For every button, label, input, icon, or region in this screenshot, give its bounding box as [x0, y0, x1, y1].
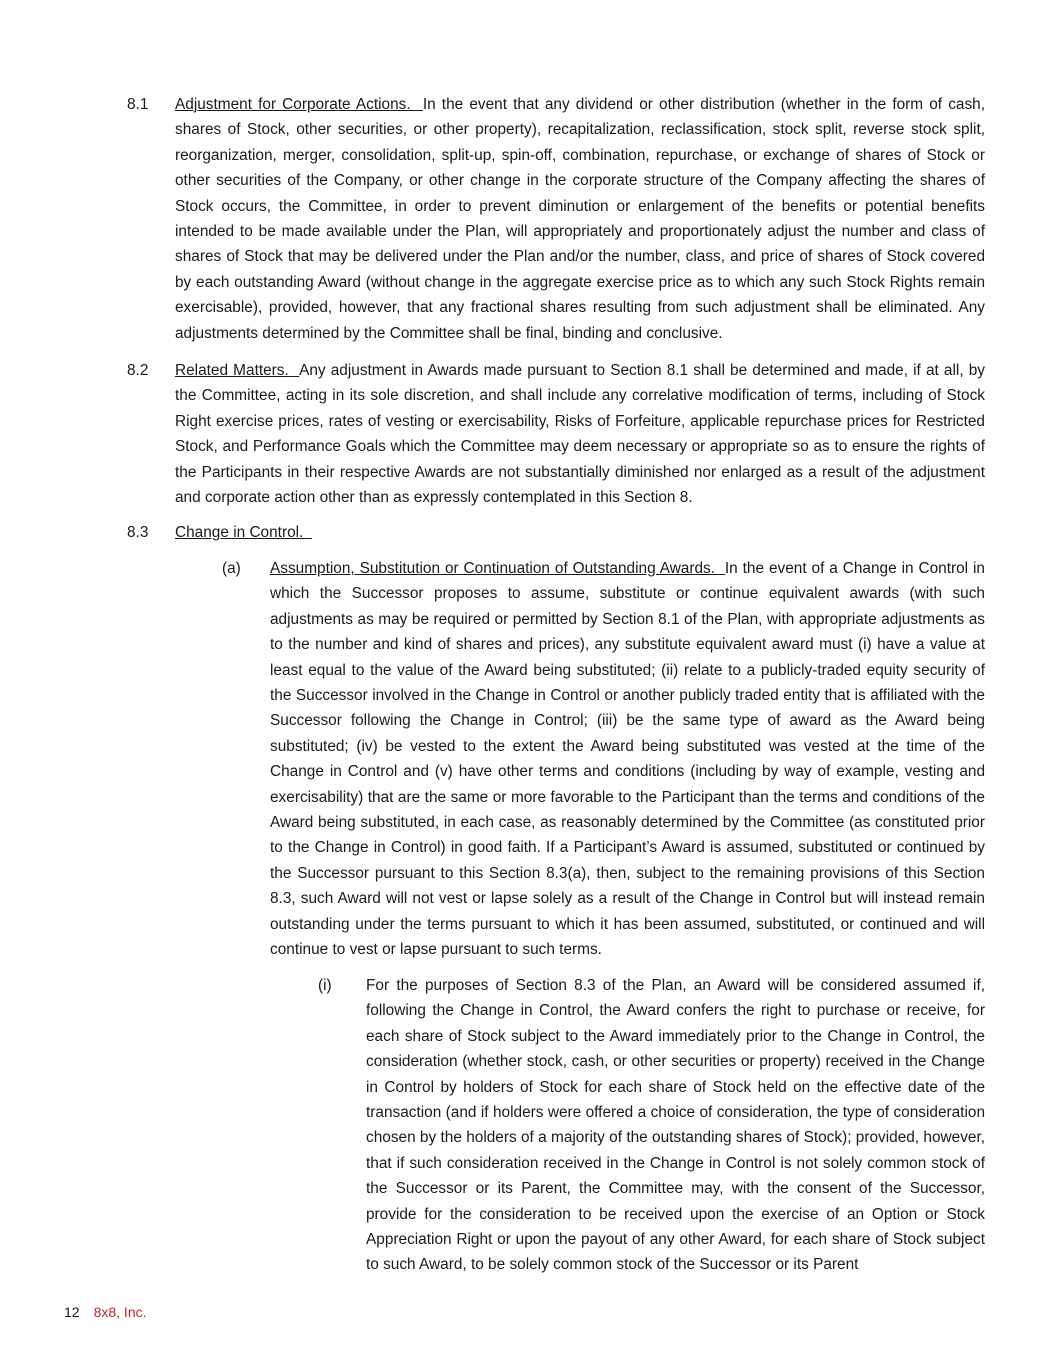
section-title: Adjustment for Corporate Actions.	[175, 96, 411, 113]
section-number: 8.2	[127, 362, 149, 379]
subsection-text: For the purposes of Section 8.3 of the Plan, an Award will be considered assumed if, following the Change in Control, the Award confers the right to purchase or receive, for each share of Stock subject to the Award immediately prior to the Change in Control, the consideration (whether stock, cash, or other securities or property) received in the Change in Control by holders of Stock for each share of Stock held on the effective date of the transaction (and if holders were offered a choice of consideration, the type of consideration chosen by the holders of a majority of the outstanding shares of Stock); provided, however, that if such consideration received in the Change in Control is not solely common stock of the Successor or its Parent, the Committee may, with the consent of the Successor, provide for the consideration to be received upon the exercise of an Option or Stock Appreciation Right or upon the payout of any other Award, for each share of Stock subject to such Award, to be solely common stock of the Successor or its Parent	[366, 977, 985, 1274]
section-title: Related Matters.	[175, 362, 289, 379]
page-footer	[64, 1302, 147, 1322]
company-name: 8x8, Inc.	[93, 1304, 147, 1320]
section-title: Change in Control.	[175, 524, 304, 541]
section-body	[175, 92, 985, 346]
subsection-title: Assumption, Substitution or Continuation of Outstanding Awards.	[270, 560, 716, 577]
subsection-number: (a)	[222, 560, 241, 577]
subsection-body	[366, 973, 985, 1278]
subsection-number: (i)	[318, 977, 332, 994]
section-number: 8.1	[127, 96, 149, 113]
subsection-body	[270, 556, 985, 963]
section-text: Any adjustment in Awards made pursuant to Section 8.1 shall be determined and made, if at all, by the Committee, acting in its sole discretion, and shall include any correlative modification of terms, including of Stock Right exercise prices, rates of vesting or exercisability, Risks of Forfeiture, applicable repurchase prices for Restricted Stock, and Performance Goals which the Committee may deem necessary or appropriate so as to ensure the rights of the Participants in their respective Awards are not substantially diminished nor enlarged as a result of the adjustment and corporate action other than as expressly contemplated in this Section 8.	[175, 362, 985, 507]
section-number: 8.3	[127, 524, 149, 541]
section-body	[175, 520, 985, 545]
section-body	[175, 358, 985, 510]
page-number: 12	[64, 1304, 80, 1320]
section-text: In the event that any dividend or other distribution (whether in the form of cash, shares of Stock, other securities, or other property), recapitalization, reclassification, stock split, reverse stock split, reorganization, merger, consolidation, split-up, spin-off, combination, repurchase, or exchange of shares of Stock or other securities of the Company, or other change in the corporate structure of the Company affecting the shares of Stock occurs, the Committee, in order to prevent diminution or enlargement of the benefits or potential benefits intended to be made available under the Plan, will appropriately and proportionately adjust the number and class of shares of Stock that may be delivered under the Plan and/or the number, class, and price of shares of Stock covered by each outstanding Award (without change in the aggregate exercise price as to which any such Stock Rights remain exercisable), provided, however, that any fractional shares resulting from such adjustment shall be eliminated. Any adjustments determined by the Committee shall be final, binding and conclusive.	[175, 96, 985, 342]
subsection-text: In the event of a Change in Control in which the Successor proposes to assume, substitute or continue equivalent awards (with such adjustments as may be required or permitted by Section 8.1 of the Plan, with appropriate adjustments as to the number and kind of shares and prices), any substitute equivalent award must (i) have a value at least equal to the value of the Award being substituted; (ii) relate to a publicly-traded equity security of the Successor involved in the Change in Control or another publicly traded entity that is affiliated with the Successor following the Change in Control; (iii) be the same type of award as the Award being substituted; (iv) be vested to the extent the Award being substituted was vested at the time of the Change in Control and (v) have other terms and conditions (including by way of example, vesting and exercisability) that are the same or more favorable to the Participant than the terms and conditions of the Award being substituted, in each case, as reasonably determined by the Committee (as constituted prior to the Change in Control) in good faith. If a Participant’s Award is assumed, substituted or continued by the Successor pursuant to this Section 8.3(a), then, subject to the remaining provisions of this Section 8.3, such Award will not vest or lapse solely as a result of the Change in Control but will instead remain outstanding under the terms pursuant to which it has been assumed, substituted, or continued and will continue to vest or lapse pursuant to such terms.	[270, 560, 985, 959]
